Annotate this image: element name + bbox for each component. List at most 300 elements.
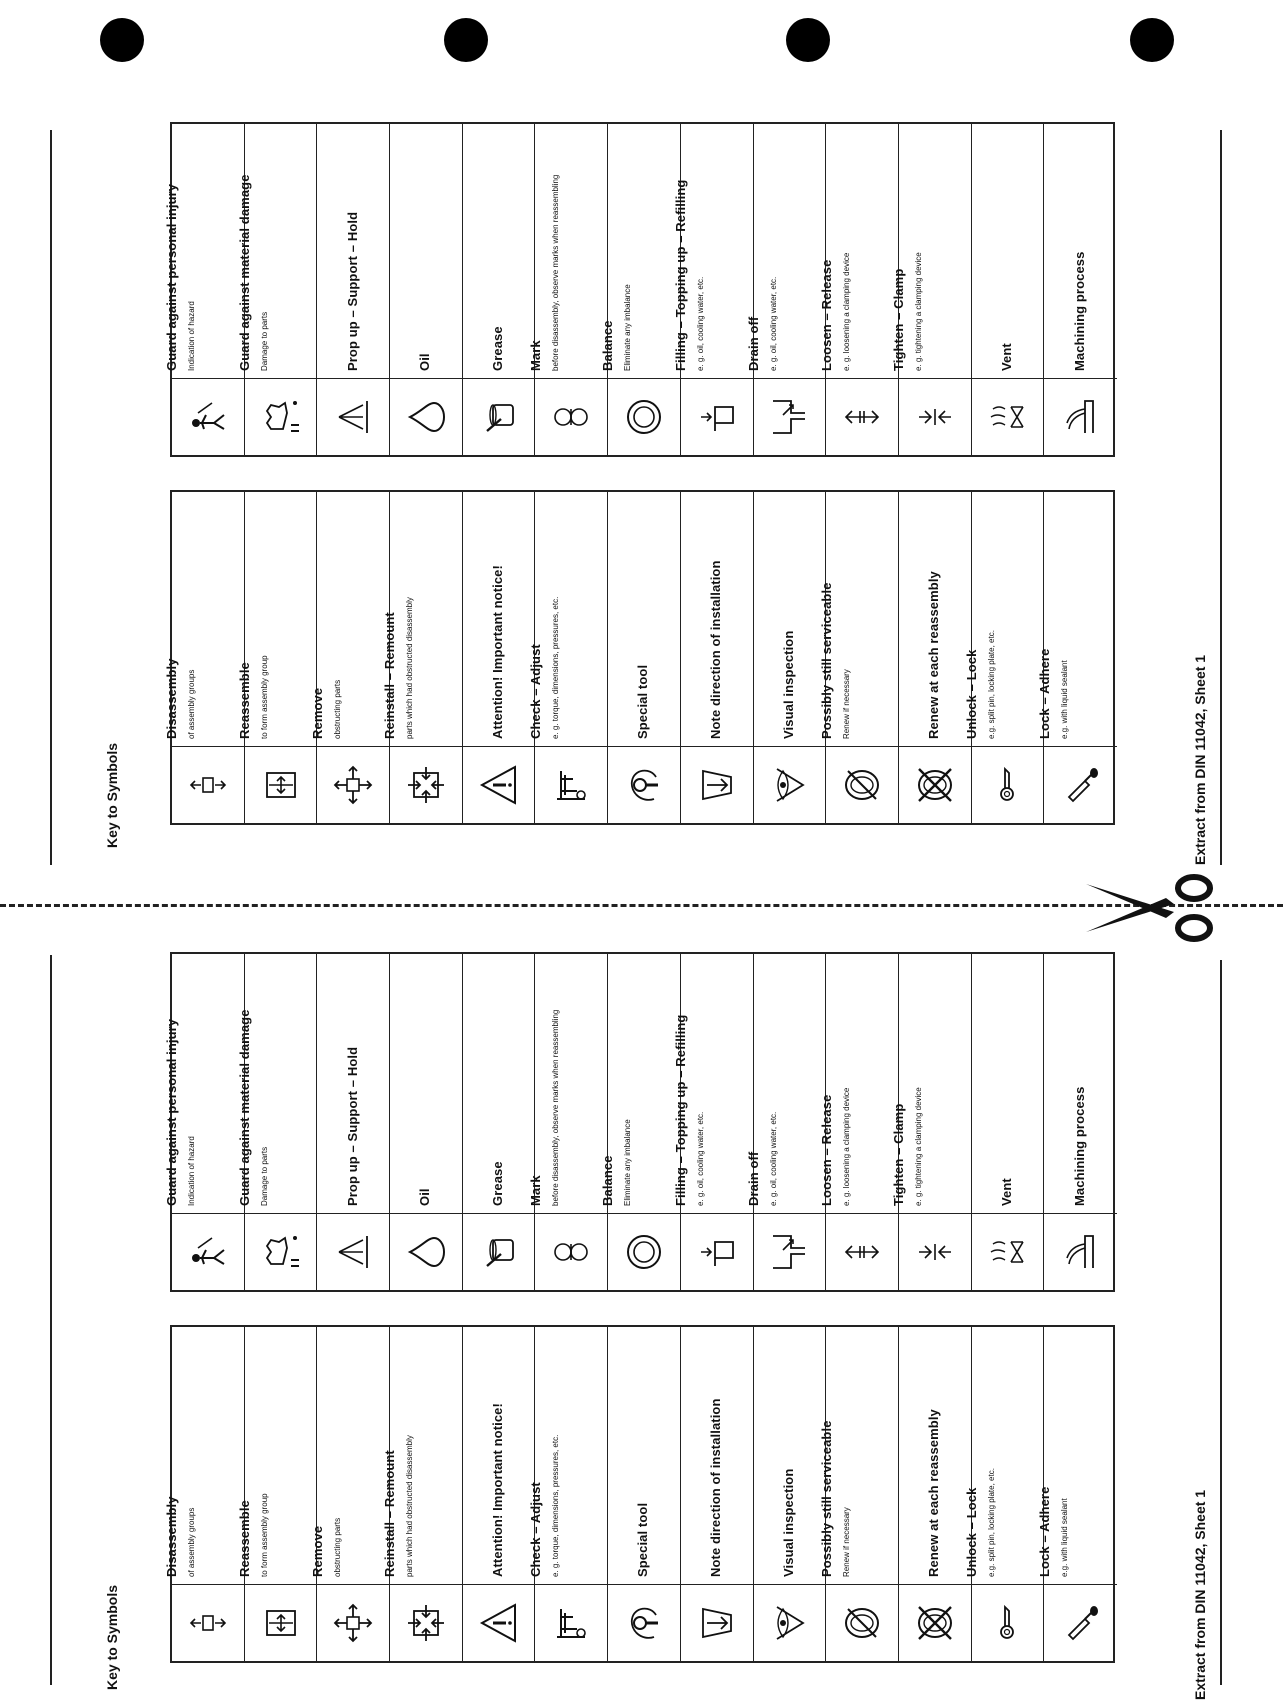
symbol-row [673,954,754,1290]
balance-icon [624,397,664,437]
grease-icon [479,1232,519,1272]
symbol-icon-cell [463,746,535,823]
symbol-title: Possibly still serviceable [818,1420,834,1577]
symbol-subtitle: e.g. with liquid sealant [1059,1498,1069,1577]
symbol-subtitle: Damage to parts [260,311,270,371]
symbol-row [237,124,318,455]
remove-icon [333,1603,373,1643]
symbol-icon-cell [899,1584,971,1661]
symbol-text-cell [899,492,971,747]
drain-icon [769,1232,809,1272]
symbol-title: Remove [309,1525,325,1577]
symbol-subtitle: e. g. oil, cooling water, etc. [696,1111,706,1206]
symbol-row [317,954,390,1290]
symbol-subtitle: e.g. with liquid sealant [1059,660,1069,739]
symbol-icon-cell [245,1213,317,1290]
loosen-icon [842,397,882,437]
symbol-text-cell [527,1327,607,1585]
symbol-title: Check – Adjust [527,644,543,739]
symbol-subtitle: e.g. split pin, locking plate, etc. [986,1468,996,1577]
symbol-icon-cell [317,746,389,823]
symbol-icon-cell [681,1584,753,1661]
symbol-row [382,1327,463,1661]
symbol-subtitle: before disassembly, observe marks when reassembling [550,1009,560,1206]
binding-line [1220,130,1222,865]
punch-hole [786,18,830,62]
serviceable-icon [842,765,882,805]
symbol-text-cell [600,124,680,379]
symbol-subtitle: parts which had obstructed disassembly [405,1435,415,1577]
symbol-subtitle: of assembly groups [187,669,197,739]
symbol-text-cell [754,492,826,747]
symbol-title: Guard against material damage [237,174,253,371]
symbol-row [164,1327,245,1661]
symbol-title: Reinstall – Remount [382,1450,398,1577]
symbol-text-cell [818,1327,898,1585]
punch-hole [444,18,488,62]
caliper-icon [551,1603,591,1643]
symbol-title: Reinstall – Remount [382,612,398,739]
symbol-icon-cell [172,378,244,455]
remove-icon [333,765,373,805]
symbol-row [891,954,972,1290]
attention-icon [479,1603,519,1643]
symbol-title: Mark [527,340,543,371]
symbol-subtitle: parts which had obstructed disassembly [405,597,415,739]
symbol-title: Attention! Important notice! [490,565,506,739]
symbol-title: Balance [600,1155,616,1206]
person-hazard-icon [188,397,228,437]
symbol-row [390,124,463,455]
symbol-icon-cell [172,746,244,823]
symbol-title: Filling – Topping up – Refilling [673,1014,689,1206]
punch-hole [100,18,144,62]
symbol-subtitle: e. g. tightening a clamping device [914,1087,924,1206]
support-icon [333,1232,373,1272]
symbol-text-cell [673,124,753,379]
symbol-subtitle: Indication of hazard [187,301,197,371]
symbol-text-cell [463,492,535,747]
symbol-icon-cell [681,378,753,455]
special-tool-icon [624,1603,664,1643]
symbol-icon-cell [390,1213,462,1290]
symbol-icon-cell [608,1213,680,1290]
right-table-bottom [164,952,1115,1292]
balance-icon [624,1232,664,1272]
eye-icon [769,1603,809,1643]
symbol-row [600,954,681,1290]
symbol-text-cell [681,492,753,747]
symbol-text-cell [390,954,462,1214]
symbol-text-cell [963,1327,1044,1585]
support-icon [333,397,373,437]
machining-icon [1061,1232,1101,1272]
symbol-text-cell [317,124,389,379]
symbol-icon-cell [390,746,462,823]
symbol-title: Mark [527,1175,543,1206]
symbol-text-cell [891,124,971,379]
symbol-row [463,124,536,455]
vent-icon [987,1232,1027,1272]
symbol-text-cell [463,124,535,379]
symbol-row [899,1327,972,1661]
symbol-text-cell [963,492,1044,747]
symbol-row [164,492,245,823]
extract-label-bottom: Extract from DIN 11042, Sheet 1 [1192,1489,1208,1700]
symbol-row [681,492,754,823]
symbol-title: Guard against personal injury [164,183,180,371]
symbol-title: Prop up – Support – Hold [344,211,360,371]
symbol-subtitle: Damage to parts [260,1146,270,1206]
symbol-icon-cell [1044,746,1117,823]
symbol-icon-cell [899,378,971,455]
symbol-subtitle: to form assembly group [260,655,270,739]
symbol-text-cell [891,954,971,1214]
key-title-top: Key to Symbols [104,742,120,848]
symbol-icon-cell [826,378,898,455]
symbol-row [600,124,681,455]
symbol-subtitle: e.g. split pin, locking plate, etc. [986,630,996,739]
symbol-text-cell [608,492,680,747]
gear-damage-icon [261,1232,301,1272]
symbol-text-cell [237,124,317,379]
reassemble-icon [261,1603,301,1643]
reassemble-icon [261,765,301,805]
symbol-subtitle: e. g. loosening a clamping device [841,1087,851,1206]
symbol-row [463,1327,536,1661]
symbol-text-cell [382,1327,462,1585]
symbol-subtitle: Eliminate any imbalance [623,284,633,371]
symbol-title: Unlock – Lock [963,1487,979,1577]
symbol-text-cell [972,954,1044,1214]
symbol-title: Oil [417,353,433,371]
binding-line [1220,960,1222,1685]
symbol-row [463,492,536,823]
symbol-title: Note direction of installation [708,560,724,739]
binding-line [50,130,52,865]
symbol-text-cell [745,954,826,1214]
symbol-icon-cell [390,378,462,455]
symbol-row [608,492,681,823]
symbol-title: Lock – Adhere [1036,648,1052,739]
symbol-text-cell [1036,492,1117,747]
symbol-subtitle: e. g. torque, dimensions, pressures, etc. [550,596,560,739]
disassembly-icon [188,1603,228,1643]
reinstall-icon [406,1603,446,1643]
symbol-icon-cell [463,1584,535,1661]
symbol-text-cell [673,954,753,1214]
symbol-text-cell [681,1327,753,1585]
symbol-row [317,124,390,455]
symbol-icon-cell [608,746,680,823]
symbol-title: Unlock – Lock [963,649,979,739]
binding-line [50,955,52,1685]
symbol-title: Oil [417,1188,433,1206]
symbol-row [818,1327,899,1661]
symbol-subtitle: e. g. oil, cooling water, etc. [768,276,778,371]
symbol-icon-cell [826,1584,898,1661]
symbol-row [673,124,754,455]
symbol-text-cell [164,492,244,747]
symbol-icon-cell [535,1213,607,1290]
symbol-icon-cell [535,1584,607,1661]
serviceable-icon [842,1603,882,1643]
symbol-icon-cell [826,746,898,823]
symbol-text-cell [237,954,317,1214]
symbol-title: Drain off [745,1151,761,1206]
symbol-title: Check – Adjust [527,1482,543,1577]
symbol-row [164,124,245,455]
scissors-icon [1086,868,1236,948]
symbol-title: Balance [600,320,616,371]
symbol-subtitle: obstructing parts [332,679,342,739]
symbol-title: Visual inspection [780,630,796,739]
symbol-title: Guard against personal injury [164,1018,180,1206]
symbol-title: Vent [998,1178,1014,1206]
symbol-subtitle: e. g. oil, cooling water, etc. [768,1111,778,1206]
symbol-row [527,492,608,823]
symbol-icon-cell [899,746,971,823]
symbol-title: Tighten – Clamp [891,268,907,371]
symbol-title: Loosen – Release [818,1094,834,1206]
symbol-subtitle: before disassembly, observe marks when reassembling [550,174,560,371]
symbol-icon-cell [972,1213,1044,1290]
symbol-text-cell [309,1327,389,1585]
installation-direction-icon [697,765,737,805]
symbol-row [1036,1327,1117,1661]
person-hazard-icon [188,1232,228,1272]
symbol-icon-cell [172,1213,244,1290]
clamp-icon [915,1232,955,1272]
grease-icon [479,397,519,437]
clamp-icon [915,397,955,437]
symbol-icon-cell [535,746,607,823]
punch-hole [1130,18,1174,62]
symbol-title: Disassembly [164,658,180,739]
symbol-text-cell [754,1327,826,1585]
symbol-subtitle: e. g. torque, dimensions, pressures, etc. [550,1434,560,1577]
symbol-text-cell [164,124,244,379]
symbol-icon-cell [608,1584,680,1661]
symbol-row [1044,124,1117,455]
symbol-row [818,492,899,823]
symbol-text-cell [1044,124,1117,379]
symbol-subtitle: Eliminate any imbalance [623,1119,633,1206]
symbol-row [309,492,390,823]
symbol-icon-cell [463,378,535,455]
symbol-row [527,954,608,1290]
symbol-row [754,1327,827,1661]
symbol-row [963,492,1045,823]
sealant-icon [1061,765,1101,805]
symbol-text-cell [527,124,607,379]
reinstall-icon [406,765,446,805]
symbol-subtitle: e. g. tightening a clamping device [914,252,924,371]
symbol-text-cell [1044,954,1117,1214]
symbol-title: Loosen – Release [818,259,834,371]
symbol-title: Possibly still serviceable [818,582,834,739]
symbol-title: Drain off [745,316,761,371]
symbol-icon-cell [972,1584,1044,1661]
symbol-icon-cell [1044,1584,1117,1661]
symbol-icon-cell [972,378,1044,455]
symbol-subtitle: of assembly groups [187,1507,197,1577]
key-title-bottom: Key to Symbols [104,1584,120,1690]
symbol-title: Special tool [635,664,651,739]
symbol-title: Disassembly [164,1496,180,1577]
drain-icon [769,397,809,437]
symbol-title: Reassemble [237,662,253,739]
symbol-row [891,124,972,455]
symbol-subtitle: Renew if necessary [841,669,851,739]
symbol-text-cell [818,954,898,1214]
symbol-row [237,954,318,1290]
symbol-subtitle: e. g. loosening a clamping device [841,252,851,371]
symbol-row [1036,492,1117,823]
symbol-icon-cell [754,378,826,455]
symbol-icon-cell [317,378,389,455]
symbol-icon-cell [972,746,1044,823]
symbol-text-cell [463,954,535,1214]
symbol-row [818,124,899,455]
symbol-row [972,954,1045,1290]
oil-drop-icon [406,397,446,437]
symbol-title: Machining process [1071,1086,1087,1206]
key-icon [987,765,1027,805]
filling-icon [697,397,737,437]
installation-direction-icon [697,1603,737,1643]
attention-icon [479,765,519,805]
symbol-icon-cell [826,1213,898,1290]
symbol-title: Renew at each reassembly [926,571,942,739]
symbol-text-cell [164,954,244,1214]
symbol-icon-cell [245,378,317,455]
symbol-row [527,1327,608,1661]
mark-icon [551,1232,591,1272]
symbol-text-cell [899,1327,971,1585]
gear-damage-icon [261,397,301,437]
symbol-title: Grease [490,1161,506,1206]
symbol-icon-cell [1044,378,1117,455]
symbol-text-cell [237,492,317,747]
symbol-row [382,492,463,823]
symbol-icon-cell [681,1213,753,1290]
symbol-title: Filling – Topping up – Refilling [673,179,689,371]
symbol-icon-cell [754,746,826,823]
symbol-subtitle: Indication of hazard [187,1136,197,1206]
symbol-title: Tighten – Clamp [891,1103,907,1206]
symbol-text-cell [463,1327,535,1585]
symbol-text-cell [237,1327,317,1585]
symbol-row [390,954,463,1290]
symbol-title: Note direction of installation [708,1398,724,1577]
eye-icon [769,765,809,805]
vent-icon [987,397,1027,437]
symbol-title: Prop up – Support – Hold [344,1046,360,1206]
symbol-row [972,124,1045,455]
symbol-text-cell [527,954,607,1214]
symbol-title: Renew at each reassembly [926,1409,942,1577]
symbol-title: Attention! Important notice! [490,1403,506,1577]
symbol-row [309,1327,390,1661]
symbol-icon-cell [535,378,607,455]
symbol-icon-cell [754,1213,826,1290]
symbol-row [463,954,536,1290]
symbol-icon-cell [681,746,753,823]
symbol-row [1044,954,1117,1290]
symbol-text-cell [527,492,607,747]
symbol-row [527,124,608,455]
symbol-text-cell [818,492,898,747]
symbol-title: Machining process [1071,251,1087,371]
symbol-text-cell [382,492,462,747]
symbol-row [608,1327,681,1661]
machining-icon [1061,397,1101,437]
symbol-icon-cell [245,1584,317,1661]
loosen-icon [842,1232,882,1272]
symbol-subtitle: Renew if necessary [841,1507,851,1577]
symbol-icon-cell [1044,1213,1117,1290]
symbol-title: Remove [309,687,325,739]
left-table-top [164,490,1115,825]
symbol-title: Guard against material damage [237,1009,253,1206]
symbol-title: Special tool [635,1502,651,1577]
renew-icon [915,1603,955,1643]
symbol-icon-cell [245,746,317,823]
oil-drop-icon [406,1232,446,1272]
symbol-icon-cell [317,1584,389,1661]
symbol-icon-cell [390,1584,462,1661]
mark-icon [551,397,591,437]
symbol-title: Reassemble [237,1500,253,1577]
symbol-title: Lock – Adhere [1036,1486,1052,1577]
special-tool-icon [624,765,664,805]
key-icon [987,1603,1027,1643]
symbol-row [754,492,827,823]
symbol-row [681,1327,754,1661]
symbol-text-cell [164,1327,244,1585]
symbol-row [899,492,972,823]
extract-label-top: Extract from DIN 11042, Sheet 1 [1192,654,1208,865]
symbol-text-cell [1036,1327,1117,1585]
symbol-row [745,954,827,1290]
symbol-text-cell [608,1327,680,1585]
symbol-subtitle: e. g. oil, cooling water, etc. [696,276,706,371]
symbol-title: Vent [998,343,1014,371]
caliper-icon [551,765,591,805]
disassembly-icon [188,765,228,805]
symbol-icon-cell [172,1584,244,1661]
symbol-subtitle: to form assembly group [260,1493,270,1577]
symbol-subtitle: obstructing parts [332,1517,342,1577]
symbol-text-cell [818,124,898,379]
symbol-title: Grease [490,326,506,371]
symbol-text-cell [745,124,826,379]
symbol-row [963,1327,1045,1661]
symbol-text-cell [390,124,462,379]
left-table-bottom [164,1325,1115,1663]
symbol-title: Visual inspection [780,1468,796,1577]
symbol-icon-cell [754,1584,826,1661]
symbol-text-cell [317,954,389,1214]
symbol-text-cell [972,124,1044,379]
renew-icon [915,765,955,805]
symbol-icon-cell [317,1213,389,1290]
symbol-icon-cell [899,1213,971,1290]
sealant-icon [1061,1603,1101,1643]
symbol-icon-cell [463,1213,535,1290]
symbol-icon-cell [608,378,680,455]
